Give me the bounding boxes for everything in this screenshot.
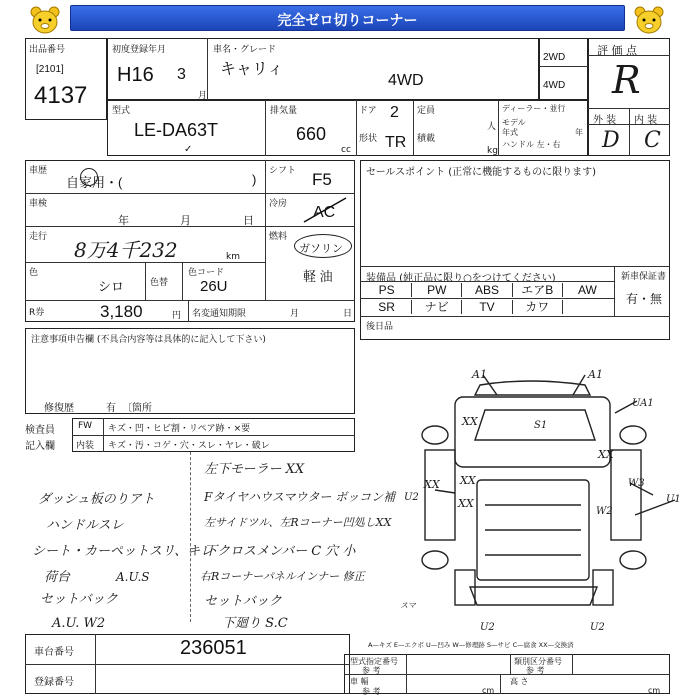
color-code: 26U	[200, 278, 228, 295]
car-name: キャリィ	[220, 61, 284, 78]
interior-score: C	[644, 128, 661, 153]
handwritten-note: セットバック	[40, 592, 118, 607]
car-name-label: 車名・グレード	[213, 45, 277, 55]
chassis-number: 236051	[180, 637, 247, 659]
handwritten-note: セットバック	[204, 594, 282, 609]
handwritten-note: 左下モーラー XX	[204, 462, 305, 477]
transmission: F5	[312, 170, 332, 189]
handwritten-note: A.U.S	[116, 570, 150, 584]
body-shape: TR	[385, 134, 407, 151]
bear-mascot-icon	[28, 5, 62, 35]
displacement: 660	[296, 124, 327, 144]
recycle-fee: 3,180	[100, 302, 143, 321]
notes-label: 注意事項申告欄 (不具合内容等は具体的に記入して下さい)	[31, 335, 266, 345]
car-grade: 4WD	[388, 72, 424, 89]
lot-label: 出品番号	[29, 45, 66, 55]
bear-mascot-icon	[632, 5, 666, 35]
equipment-row-2: SR ナビ TV カワ	[362, 300, 612, 314]
doors: 2	[390, 104, 399, 121]
handwritten-note: 左サイドツル、左Rコーナー凹処しXX	[204, 516, 392, 529]
fuel-diesel: 軽 油	[303, 269, 333, 284]
title-banner	[70, 5, 625, 31]
handwritten-note: シート・カーペットスリ、キレ	[32, 544, 214, 559]
lot-code: [2101]	[36, 64, 64, 75]
handwritten-note: 右Rコーナーパネルインナー 修正	[200, 570, 365, 583]
handwritten-note: 下クロスメンバー C 穴 小	[204, 544, 356, 559]
first-reg-month: 3	[177, 66, 186, 83]
lot-number: 4137	[34, 82, 88, 109]
handwritten-note: Fタイヤハウスマウター ボッコン補	[204, 490, 396, 504]
equipment-row-1: PS PW ABS エアB AW	[362, 283, 612, 297]
first-reg-year: H16	[117, 64, 154, 86]
first-reg-label: 初度登録年月	[112, 45, 167, 55]
damage-legend: A—キズ E—エクボ U—凹み W—修理跡 S—サビ C—腐食 XX—交換済	[368, 641, 574, 649]
page-title: 完全ゼロ切りコーナー	[277, 13, 418, 29]
title-bar	[0, 5, 700, 33]
color: シロ	[98, 279, 125, 294]
sales-point-label: セールスポイント (正常に機能するものに限ります)	[366, 167, 597, 178]
circle-mark	[80, 168, 98, 186]
model-code: LE-DA63T	[134, 120, 219, 140]
mileage: 8万4千232	[74, 238, 178, 262]
equipment-label: 装備品 (純正品に限り○をつけてください)	[366, 273, 556, 284]
handwritten-note: 下廻り S.C	[222, 616, 288, 631]
car-history: 自家用・(	[66, 175, 123, 190]
rating-score: R	[612, 58, 641, 102]
strike-mark	[300, 196, 350, 224]
handwritten-note: 荷台	[44, 570, 71, 585]
warranty-value: 有・無	[626, 292, 663, 306]
handwritten-note: ダッシュ板のりアト	[38, 492, 155, 507]
ac-value: AC	[313, 204, 336, 221]
rating-label: 評 価 点	[597, 44, 637, 57]
exterior-score: D	[602, 128, 620, 153]
fuel-gas: ガソリン	[299, 243, 343, 255]
circle-mark	[294, 234, 352, 258]
handwritten-note: A.U. W2	[52, 616, 106, 631]
car-info-box	[107, 38, 539, 100]
handwritten-note: ハンドルスレ	[46, 518, 124, 533]
